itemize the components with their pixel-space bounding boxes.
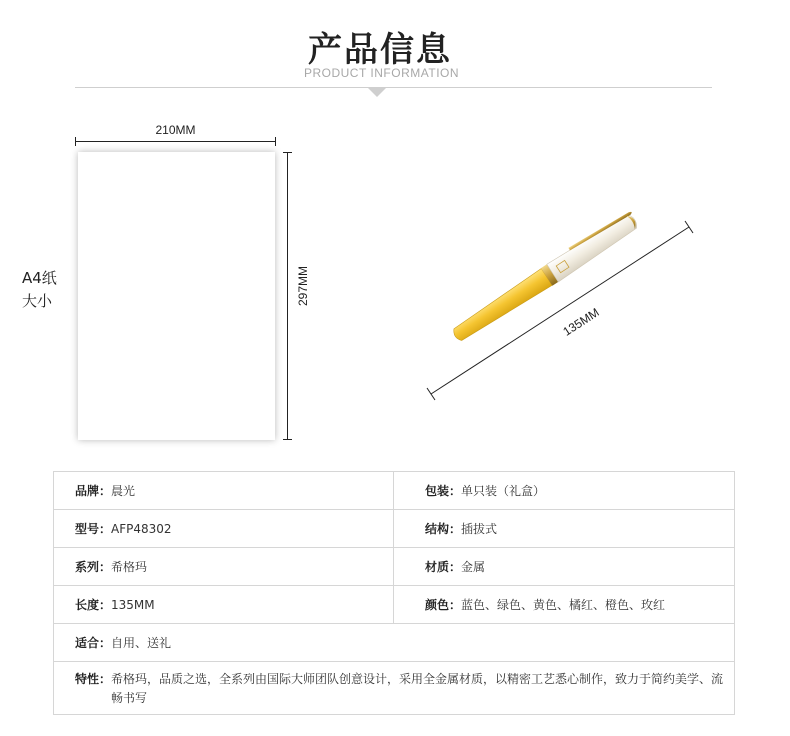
- spec-cell-packaging: [394, 472, 734, 509]
- spec-cell-colors: [394, 586, 734, 623]
- paper-height-dimension-line: [287, 152, 288, 440]
- spec-row: [54, 509, 734, 547]
- paper-width-label: 210MM: [155, 123, 196, 137]
- spec-key: 适合：: [75, 636, 112, 650]
- spec-key: 系列：: [75, 560, 112, 574]
- spec-cell-model: [54, 510, 394, 547]
- spec-cell-material: [394, 548, 734, 585]
- spec-value: 希格玛，品质之选，全系列由国际大师团队创意设计，采用全金属材质，以精密工艺悉心制作，致力于简约美学、流畅书写: [111, 672, 724, 705]
- spec-value: 蓝色、绿色、黄色、橘红、橙色、玫红: [461, 598, 666, 612]
- spec-value: AFP48302: [111, 521, 172, 536]
- section-title: 产品信息: [308, 30, 452, 70]
- a4-paper-sheet: [78, 152, 275, 440]
- spec-row: [54, 547, 734, 585]
- spec-row: [54, 661, 734, 714]
- spec-cell-series: [54, 548, 394, 585]
- title-divider: [75, 87, 712, 88]
- paper-height-label: 297MM: [296, 265, 310, 307]
- spec-row: [54, 472, 734, 509]
- spec-key: 包装：: [425, 484, 462, 498]
- spec-cell-brand: [54, 472, 394, 509]
- paper-label-line2: 大小: [22, 292, 53, 310]
- pen-length-label: 135MM: [560, 305, 602, 339]
- spec-key: 型号：: [75, 522, 112, 536]
- spec-value: 金属: [461, 560, 486, 574]
- spec-value: 希格玛: [111, 560, 148, 574]
- spec-key: 结构：: [425, 522, 462, 536]
- spec-cell-structure: [394, 510, 734, 547]
- paper-label-line1: A4纸: [22, 269, 57, 287]
- spec-row: [54, 623, 734, 661]
- spec-value: 晨光: [111, 484, 136, 498]
- spec-value: 自用、送礼: [111, 636, 172, 650]
- spec-row: [54, 585, 734, 623]
- pen-barrel: [450, 269, 552, 345]
- product-spec-table: [53, 471, 735, 715]
- spec-cell-suitable: [54, 624, 734, 661]
- paper-width-dimension-line: [75, 141, 276, 142]
- spec-key: 长度：: [75, 598, 112, 612]
- spec-cell-length: [54, 586, 394, 623]
- fountain-pen-image: [395, 180, 715, 410]
- spec-value: 135MM: [111, 597, 155, 612]
- section-subtitle: PRODUCT INFORMATION: [303, 66, 460, 80]
- spec-value: 单只装（礼盒）: [461, 484, 546, 498]
- spec-key: 颜色：: [425, 598, 462, 612]
- pen-length-dimension-line: [427, 221, 693, 400]
- spec-key: 品牌：: [75, 484, 112, 498]
- divider-notch: [368, 88, 386, 97]
- spec-value: 插拔式: [461, 522, 498, 536]
- paper-size-label: [22, 267, 57, 313]
- spec-key: 材质：: [425, 560, 462, 574]
- spec-cell-features: [54, 662, 734, 708]
- spec-key: 特性：: [75, 672, 112, 686]
- pen-cap: [547, 211, 641, 282]
